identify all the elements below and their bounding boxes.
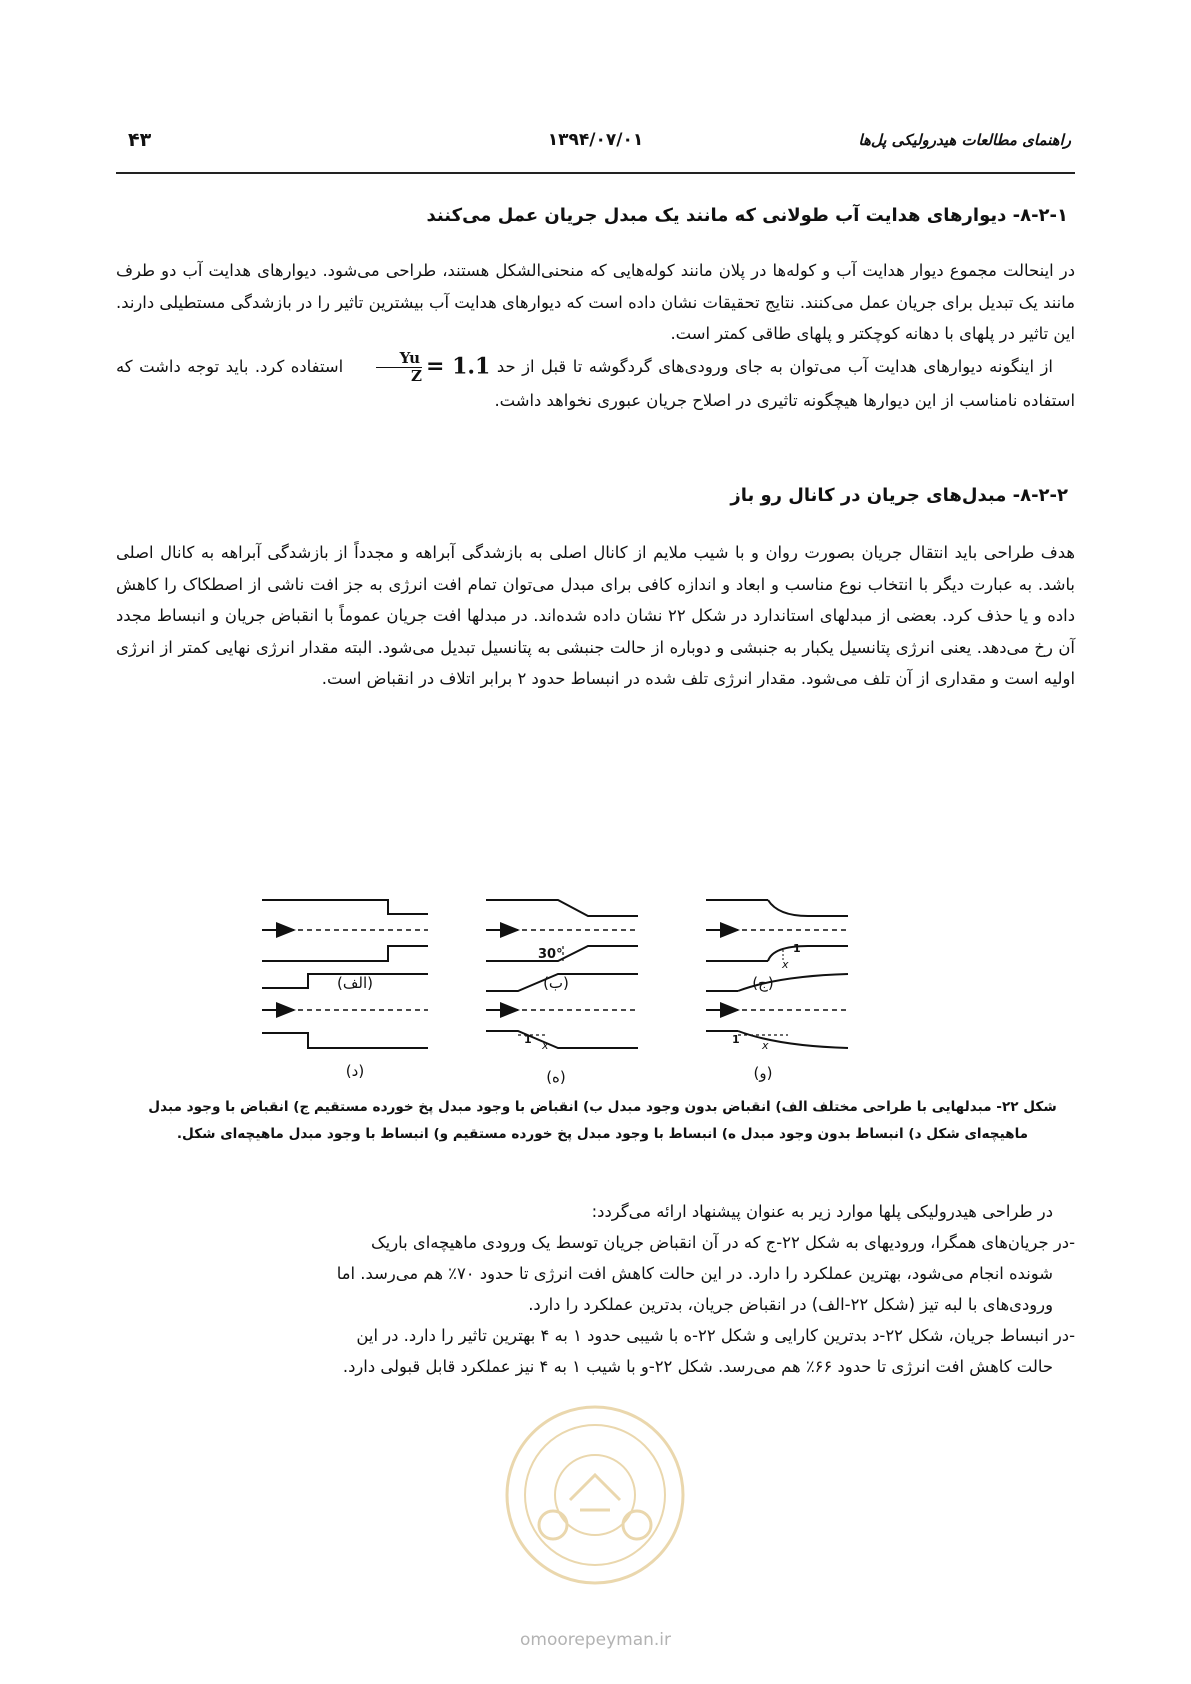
recommendation-1-line-2: شونده انجام می‌شود، بهترین عملکرد را دارد. در این حالت کاهش افت انرژی تا حدود ۷۰٪ هم می‌رسد. اما: [336, 1264, 1053, 1283]
label-he: (ه): [546, 1068, 566, 1086]
label-alef: (الف): [337, 974, 373, 992]
section1-paragraph-2: [116, 350, 1075, 417]
recommendation-1-line-1: -در جریان‌های همگرا، ورودیهای به شکل ۲۲-ج که در آن انقباض جریان توسط یک ورودی ماهیچه‌ای باریک: [371, 1233, 1075, 1252]
formula-fraction: [376, 350, 422, 385]
diagram-curved-contraction: [706, 900, 848, 961]
watermark-seal-icon: [475, 1395, 715, 1595]
section1-paragraph-1: در اینحالت مجموع دیوار هدایت آب و کوله‌ها در پلان مانند کوله‌هایی که منحنی‌الشکل هستند، طراحی می‌شود. دیوارهای هدایت آب دو طرف مانند یک تبدیل برای جریان عمل می‌کنند. نتایج تحقیقات نشان داده است که دیوارهای هدایت آب بیشترین تاثیر را در بازشدگی مستطیلی دارند. این تاثیر در پلهای با دهانه کوچکتر و پلهای طاقی کمتر است.: [116, 261, 1075, 343]
ratio-one-label-f: 1: [732, 1033, 740, 1046]
section2-paragraph: هدف طراحی باید انتقال جریان بصورت روان و با شیب ملایم از کانال اصلی به بازشدگی آبراهه و مجدداً از بازشدگی آبراهه به کانال اصلی باشد. به عبارت دیگر با انتخاب نوع مناسب و ابعاد و اندازه کافی برای مبدل می‌توان تمام افت انرژی به جز افت ناشی از اصطکاک را کاهش داده و یا حذف کرد. بعضی از مبدلهای استاندارد در شکل ۲۲ نشان داده شده‌اند. در مبدلها افت جریان عموماً با انقباض جریان و انبساط مجدد آن رخ می‌دهد. یعنی انرژی پتانسیل یکبار به جنبشی و دوباره از حالت جنبشی به پتانسیل تبدیل می‌شود. البته مقدار انرژی نهایی کمتر از انرژی اولیه است و مقداری از آن تلف می‌شود. مقدار انرژی تلف شده در انبساط حدود ۲ برابر اتلاف در انقباض است.: [116, 543, 1075, 688]
caption-line-1: شکل ۲۲- مبدلهایی با طراحی مختلف الف) انقباض بدون وجود مبدل ب) انقباض با وجود مبدل پخ خورده مستقیم ج) انقباض با وجود مبدل: [148, 1099, 1057, 1115]
ratio-one-label-e: 1: [524, 1033, 532, 1046]
ratio-x-label-c: x: [782, 958, 789, 971]
section1-para2-before: از اینگونه دیوارهای هدایت آب می‌توان به جای ورودی‌های گردگوشه تا قبل از حد: [496, 356, 1053, 376]
formula-denominator: Z: [411, 366, 422, 385]
angle-label: 30°: [538, 947, 563, 962]
label-be: (ب): [543, 974, 569, 992]
figure-caption: [130, 1094, 1075, 1148]
header-page-number: ۴۳: [128, 129, 152, 151]
recommendation-1-line-3: ورودی‌های با لبه تیز (شکل ۲۲-الف) در انقباض جریان، بدترین عملکرد را دارد.: [528, 1295, 1053, 1314]
ratio-x-label-e: x: [542, 1039, 549, 1052]
section1-body: [116, 255, 1075, 416]
label-vav: (و): [753, 1064, 773, 1082]
label-dal: (د): [345, 1062, 365, 1080]
ratio-x-label-f: x: [762, 1039, 769, 1052]
watermark-site-url: omoorepeyman.ir: [519, 1630, 672, 1650]
recommendations-intro: در طراحی هیدرولیکی پلها موارد زیر به عنوان پیشنهاد ارائه می‌گردد:: [591, 1202, 1053, 1221]
recommendation-2-line-2: حالت کاهش افت انرژی تا حدود ۶۶٪ هم می‌رسد. شکل ۲۲-و با شیب ۱ به ۴ نیز عملکرد قابل قبولی دارد.: [342, 1357, 1053, 1376]
recommendations: [116, 1196, 1075, 1382]
header-book-title: راهنمای مطالعات هیدرولیکی پل‌ها: [858, 131, 1071, 149]
recommendation-2-line-1: -در انبساط جریان، شکل ۲۲-د بدترین کارایی و شکل ۲۲-ه با شیبی حدود ۱ به ۴ بهترین تاثیر را دارد. در این: [356, 1326, 1075, 1345]
section-heading-8-2-1: ۸-۲-۱- دیوارهای هدایت آب طولانی که مانند یک مبدل جریان عمل می‌کنند: [426, 205, 1068, 226]
diagram-abrupt-contraction: [262, 900, 428, 961]
formula-value: = 1.1: [425, 353, 491, 379]
label-jim: (ج): [752, 974, 774, 992]
section2-body: [116, 537, 1075, 695]
ratio-one-label-c: 1: [793, 942, 801, 955]
section1-para2-after: استفاده کرد. باید توجه داشت که استفاده نامناسب از این دیوارها هیچگونه تاثیری در اصلاح جریان عبوری نخواهد داشت.: [116, 356, 1075, 410]
header-date: ۱۳۹۴/۰۷/۰۱: [547, 130, 644, 150]
diagram-curved-expansion: [706, 974, 848, 1048]
section-heading-8-2-2: ۸-۲-۲- مبدل‌های جریان در کانال رو باز: [730, 485, 1068, 506]
header-rule: [116, 172, 1075, 174]
formula: [350, 350, 491, 385]
formula-numerator: Yu: [376, 350, 422, 368]
caption-line-2: ماهیچه‌ای شکل د) انبساط بدون وجود مبدل ه) انبساط با وجود مبدل پخ خورده مستقیم و) انبساط با وجود مبدل ماهیچه‌ای شکل.: [176, 1126, 1029, 1142]
